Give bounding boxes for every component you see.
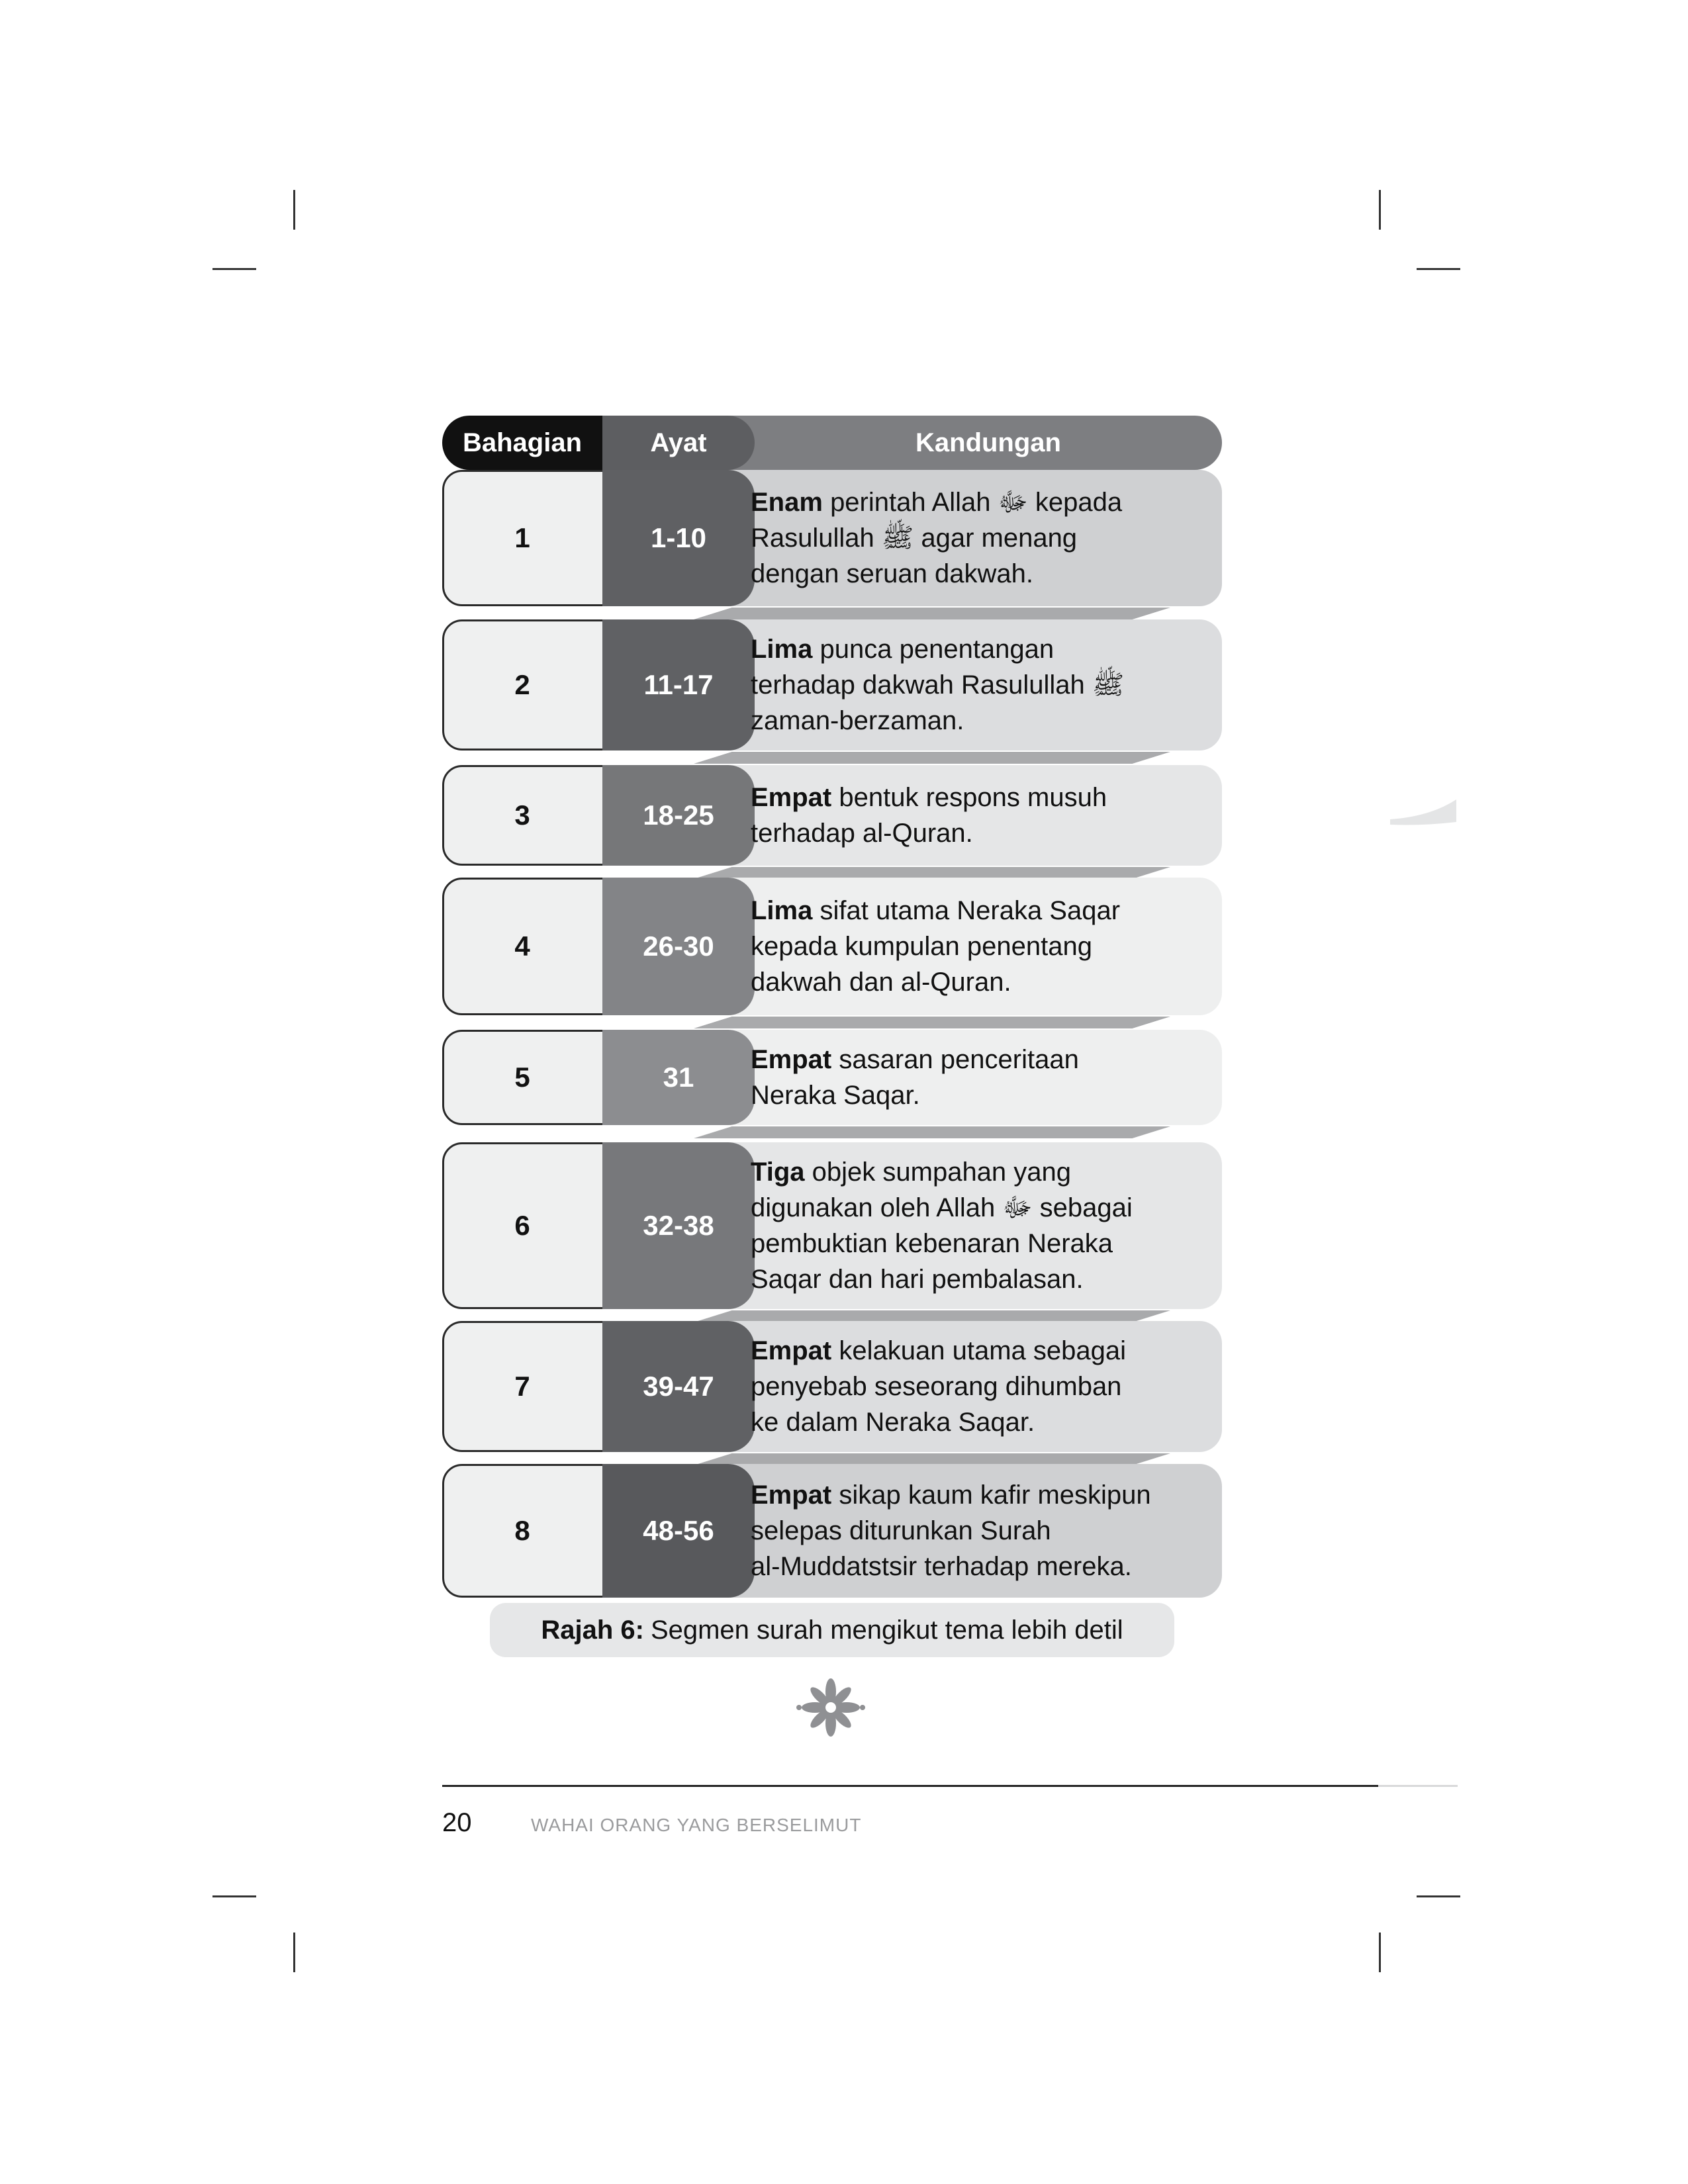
header-ayat: Ayat [650,428,707,457]
kandungan-line [751,1477,1214,1513]
kandungan-line-text: kelakuan utama sebagai [839,1336,1127,1365]
kandungan-line [751,815,1214,851]
table-row [442,470,1222,606]
kandungan-line [751,667,1214,703]
kandungan-line-text: bentuk respons musuh [839,783,1107,812]
kandungan-line-text: penyebab seseorang dihumban [751,1372,1122,1401]
kandungan-lead: Empat [751,1336,832,1365]
kandungan-lead: Enam [751,488,823,517]
kandungan-lead: Empat [751,1480,832,1510]
crop-mark [293,1933,295,1972]
kandungan-text [751,1142,1214,1309]
table-header [442,416,1222,470]
kandungan-line-text: terhadap dakwah Rasulullah ﷺ [751,670,1125,700]
header-bahagian: Bahagian [462,428,583,457]
page-curl-shape [1390,794,1456,827]
footer-rule [442,1785,1378,1787]
kandungan-line [751,703,1214,739]
kandungan-lead: Empat [751,783,832,812]
kandungan-line-text: ke dalam Neraka Saqar. [751,1408,1035,1437]
kandungan-line-text: objek sumpahan yang [812,1158,1072,1187]
kandungan-line [751,1226,1214,1261]
row-separator-band [694,608,1170,619]
row-separator-band [694,1017,1170,1028]
kandungan-line [751,780,1214,815]
bahagian-number: 8 [514,1515,530,1546]
kandungan-line-text: terhadap al-Quran. [751,819,973,848]
kandungan-line-text: Saqar dan hari pembalasan. [751,1265,1084,1294]
ayat-range: 48-56 [643,1515,714,1546]
crop-mark [1417,268,1460,270]
kandungan-line [751,1190,1214,1226]
kandungan-lead: Empat [751,1045,832,1074]
caption-text: Segmen surah mengikut tema lebih detil [650,1615,1123,1645]
kandungan-text [751,470,1214,606]
kandungan-line [751,1154,1214,1190]
header-kandungan: Kandungan [915,428,1061,457]
bahagian-number: 1 [514,522,530,553]
crop-mark [212,268,256,270]
kandungan-line-text: sifat utama Neraka Saqar [820,896,1121,925]
kandungan-line-text: al-Muddatstsir terhadap mereka. [751,1552,1132,1581]
kandungan-line [751,1077,1214,1113]
kandungan-text [751,1030,1214,1125]
figure-caption [490,1603,1174,1657]
crop-mark [212,1895,256,1897]
kandungan-line-text: pembuktian kebenaran Neraka [751,1229,1113,1258]
bahagian-number: 7 [514,1371,530,1402]
bahagian-number: 5 [514,1062,530,1093]
table-row [442,1142,1222,1309]
kandungan-line [751,1513,1214,1549]
kandungan-line-text: zaman-berzaman. [751,706,964,735]
kandungan-text [751,765,1214,866]
kandungan-line [751,1261,1214,1297]
kandungan-line [751,893,1214,929]
row-separator-band [694,752,1170,764]
kandungan-line-text: dengan seruan dakwah. [751,559,1033,588]
kandungan-line-text: dakwah dan al-Quran. [751,968,1011,997]
table-row [442,765,1222,866]
kandungan-line [751,1333,1214,1369]
kandungan-line [751,484,1214,520]
kandungan-line [751,1042,1214,1077]
kandungan-line-text: kepada kumpulan penentang [751,932,1092,961]
kandungan-line-text: Neraka Saqar. [751,1081,920,1110]
bahagian-number: 6 [514,1210,530,1241]
bahagian-number: 2 [514,669,530,700]
kandungan-line [751,556,1214,592]
kandungan-text [751,878,1214,1015]
crop-mark [293,190,295,230]
kandungan-line [751,929,1214,964]
kandungan-lead: Lima [751,896,813,925]
table-row [442,1030,1222,1125]
kandungan-lead: Lima [751,635,813,664]
kandungan-line-text: selepas diturunkan Surah [751,1516,1051,1545]
kandungan-line-text: punca penentangan [820,635,1055,664]
surah-segment-table [442,416,1222,1581]
kandungan-line [751,1369,1214,1404]
crop-mark [1379,1933,1381,1972]
kandungan-line-text: digunakan oleh Allah ﷻ sebagai [751,1193,1133,1222]
ayat-range: 32-38 [643,1210,714,1241]
crop-mark [1379,190,1381,230]
kandungan-text [751,619,1214,751]
ayat-range: 1-10 [650,522,707,553]
kandungan-line-text: sasaran penceritaan [839,1045,1079,1074]
table-row [442,619,1222,751]
floral-ornament-icon [794,1674,867,1741]
ayat-range: 31 [663,1062,694,1093]
table-row [442,1464,1222,1598]
kandungan-line [751,631,1214,667]
ayat-range: 11-17 [643,669,714,700]
kandungan-line [751,1549,1214,1584]
running-title: WAHAI ORANG YANG BERSELIMUT [531,1815,862,1835]
crop-mark [1417,1895,1460,1897]
kandungan-line [751,1404,1214,1440]
kandungan-line-text: Rasulullah ﷺ agar menang [751,523,1078,553]
kandungan-line-text: perintah Allah ﷻ kepada [830,488,1123,517]
kandungan-line [751,520,1214,556]
table-row [442,878,1222,1015]
row-separator-band [694,1126,1170,1138]
kandungan-line-text: sikap kaum kafir meskipun [839,1480,1151,1510]
kandungan-text [751,1464,1214,1598]
ayat-range: 39-47 [643,1371,714,1402]
kandungan-text [751,1321,1214,1452]
ayat-range: 18-25 [643,799,714,831]
kandungan-lead: Tiga [751,1158,805,1187]
bahagian-number: 4 [514,931,530,962]
bahagian-number: 3 [514,799,530,831]
table-row [442,1321,1222,1452]
ayat-range: 26-30 [643,931,714,962]
page-number: 20 [442,1808,472,1837]
kandungan-line [751,964,1214,1000]
footer-rule-fade [1378,1785,1458,1787]
caption-label: Rajah 6: [541,1615,644,1645]
